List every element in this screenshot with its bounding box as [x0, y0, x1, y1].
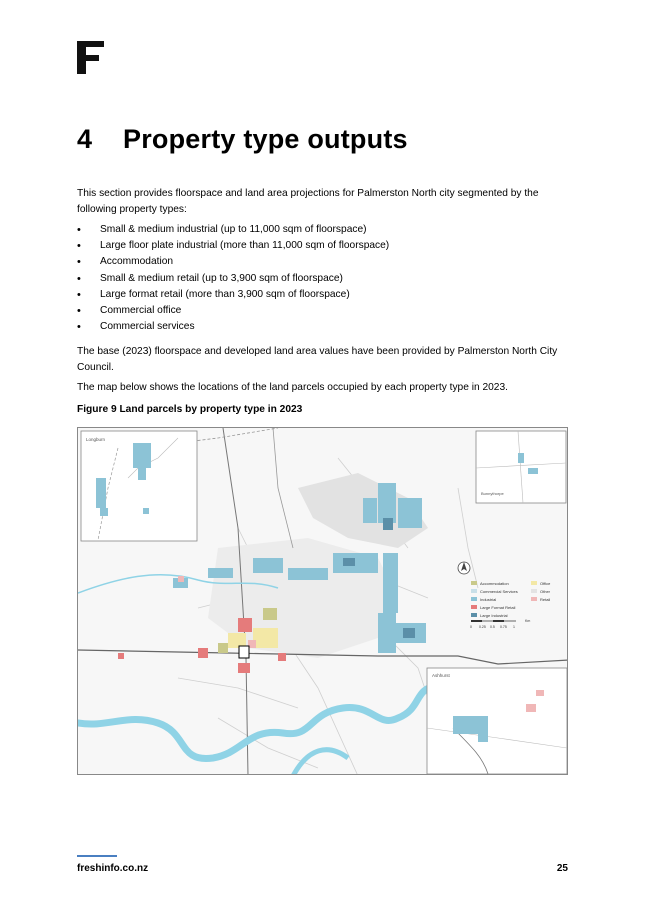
fresh-logo	[77, 41, 104, 74]
inset-label-ashhurst: Ashhurst	[432, 673, 450, 678]
map-intro-paragraph: The map below shows the locations of the land parcels occupied by each property type in 2023.	[77, 382, 508, 393]
scale-tick: 0	[470, 625, 472, 629]
figure-caption: Figure 9 Land parcels by property type in 2023	[77, 404, 303, 415]
scale-tick: 0.5	[490, 625, 495, 629]
list-item: • Large floor plate industrial (more than 11,000 sqm of floorspace)	[77, 238, 389, 254]
legend-large-format-retail: Large Format Retail	[480, 605, 516, 610]
scale-tick: 0.75	[500, 625, 507, 629]
list-item: • Commercial services	[77, 319, 389, 335]
legend-retail: Retail	[540, 597, 551, 602]
legend-accommodation: Accommodation	[480, 581, 509, 586]
list-item: • Small & medium retail (up to 3,900 sqm of floorspace)	[77, 271, 389, 287]
inset-label-longburn: Longburn	[86, 437, 106, 442]
property-type-list	[77, 222, 389, 335]
list-item: • Commercial office	[77, 303, 389, 319]
legend-large-industrial: Large Industrial	[480, 613, 508, 618]
page-number: 25	[556, 863, 568, 874]
section-number: 4	[77, 124, 93, 154]
property-type-map	[77, 427, 568, 775]
legend-industrial: Industrial	[480, 597, 497, 602]
footer-rule	[77, 855, 117, 857]
legend-commercial-services: Commercial Services	[480, 589, 518, 594]
list-item: • Large format retail (more than 3,900 sqm of floorspace)	[77, 287, 389, 303]
place-label-bunnythorpe: Bunnythorpe	[481, 491, 504, 496]
list-item: • Small & medium industrial (up to 11,000 sqm of floorspace)	[77, 222, 389, 238]
section-heading	[77, 124, 408, 155]
footer-website: freshinfo.co.nz	[77, 863, 149, 874]
intro-paragraph: This section provides floorspace and land area projections for Palmerston North city segmented by the following property types:	[77, 188, 539, 215]
north-arrow-icon	[458, 562, 470, 574]
list-item: • Accommodation	[77, 254, 389, 270]
legend-office: Office	[540, 581, 551, 586]
section-title: Property type outputs	[123, 124, 408, 154]
scale-tick: 0.25	[479, 625, 486, 629]
base-note-paragraph: The base (2023) floorspace and developed land area values have been provided by Palmerston North City Council.	[77, 346, 558, 373]
scale-unit: Km	[525, 619, 531, 623]
scale-tick: 1	[513, 625, 515, 629]
map-legend	[470, 581, 551, 629]
legend-other: Other	[540, 589, 551, 594]
